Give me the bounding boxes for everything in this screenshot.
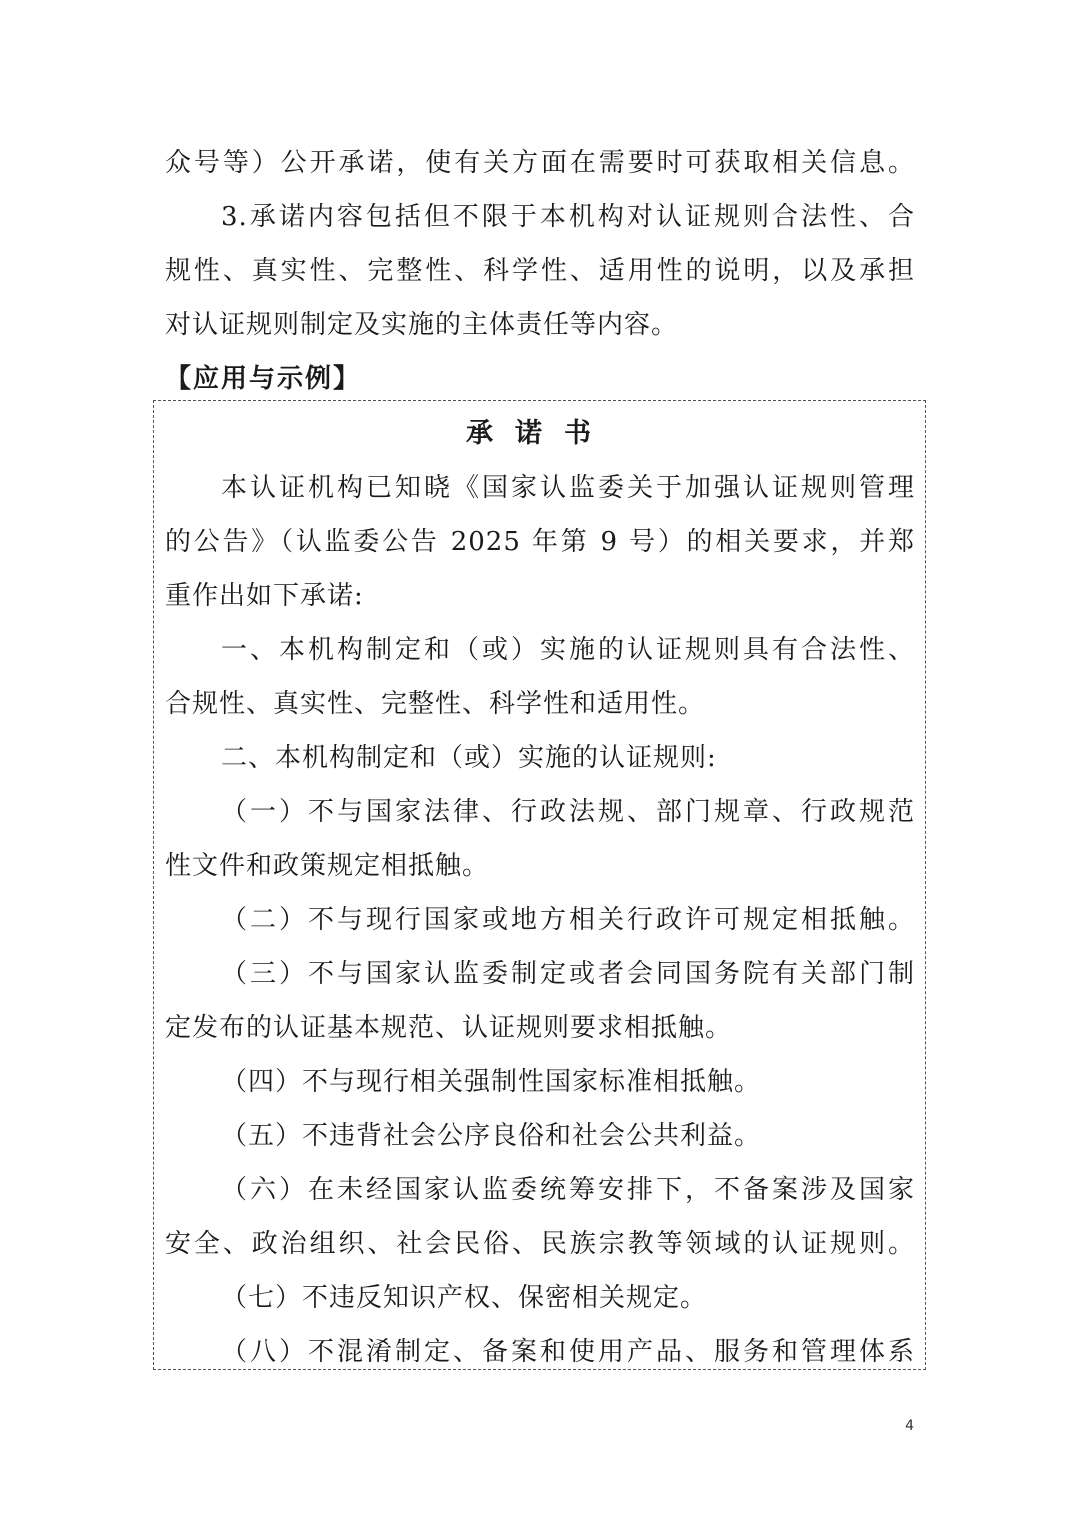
letter-line: 本认证机构已知晓《国家认监委关于加强认证规则管理 [221, 473, 915, 503]
letter-line: 安全、政治组织、社会民俗、民族宗教等领域的认证规则。 [165, 1229, 915, 1259]
letter-title: 承诺书 [466, 418, 613, 449]
letter-line: （七）不违反知识产权、保密相关规定。 [221, 1283, 708, 1313]
intro-line-3: 规性、真实性、完整性、科学性、适用性的说明，以及承担 [165, 256, 915, 286]
letter-line: 定发布的认证基本规范、认证规则要求相抵触。 [165, 1013, 733, 1043]
intro-line-1: 众号等）公开承诺，使有关方面在需要时可获取相关信息。 [165, 148, 915, 178]
letter-line: 一、本机构制定和（或）实施的认证规则具有合法性、 [221, 635, 915, 665]
letter-line: （四）不与现行相关强制性国家标准相抵触。 [221, 1067, 762, 1097]
page-number: 4 [905, 1418, 914, 1434]
letter-line: （二）不与现行国家或地方相关行政许可规定相抵触。 [221, 905, 915, 935]
letter-line: 的公告》（认监委公告 2025 年第 9 号）的相关要求，并郑 [165, 527, 915, 557]
letter-line: 性文件和政策规定相抵触。 [165, 851, 490, 881]
intro-line-4: 对认证规则制定及实施的主体责任等内容。 [165, 310, 679, 340]
letter-line: 合规性、真实性、完整性、科学性和适用性。 [165, 689, 706, 719]
letter-line: 重作出如下承诺: [165, 581, 364, 611]
letter-line: （六）在未经国家认监委统筹安排下，不备案涉及国家 [221, 1175, 915, 1205]
letter-line: 二、本机构制定和（或）实施的认证规则: [221, 743, 717, 773]
letter-line: （三）不与国家认监委制定或者会同国务院有关部门制 [221, 959, 915, 989]
intro-line-2: 3.承诺内容包括但不限于本机构对认证规则合法性、合 [221, 202, 915, 232]
letter-line: （一）不与国家法律、行政法规、部门规章、行政规范 [221, 797, 915, 827]
section-heading: 【应用与示例】 [165, 364, 362, 394]
letter-line: （八）不混淆制定、备案和使用产品、服务和管理体系 [221, 1337, 915, 1367]
letter-line: （五）不违背社会公序良俗和社会公共利益。 [221, 1121, 762, 1151]
